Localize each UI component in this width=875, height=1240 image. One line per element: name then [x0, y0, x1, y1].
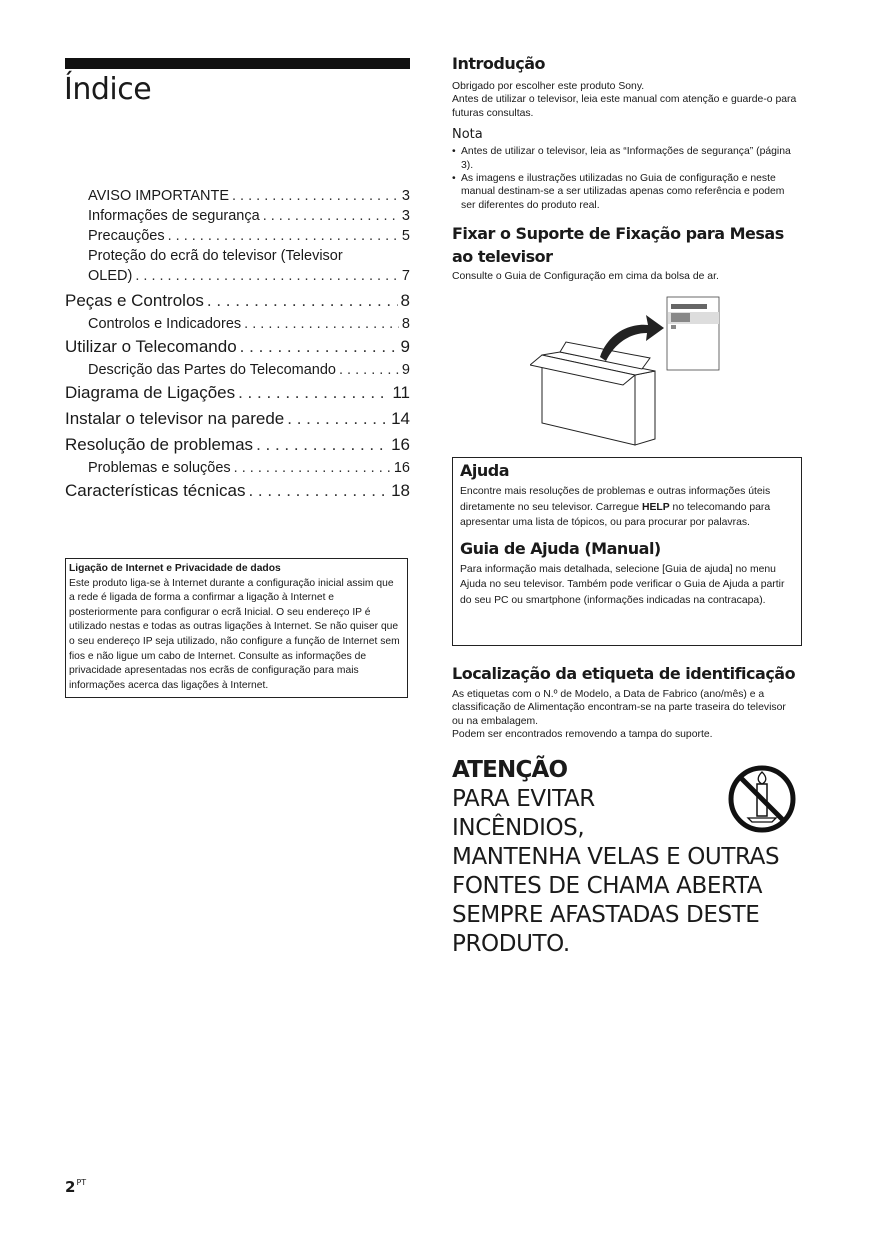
guide-image [671, 313, 690, 322]
toc-section [65, 288, 410, 334]
warning-line: SEMPRE AFASTADAS DESTE [452, 902, 760, 928]
toc-section [65, 186, 410, 286]
toc-section [65, 478, 410, 504]
intro-title: Introdução [452, 54, 545, 73]
intro-section [452, 54, 797, 212]
toc-entry[interactable]: Instalar o televisor na parede . . . 14 [65, 406, 410, 432]
guide-line [671, 304, 707, 309]
language-code: PT [76, 1178, 87, 1187]
warning-title: ATENÇÃO [452, 757, 568, 783]
toc-entry[interactable]: Descrição das Partes do Telecomando . . . 9 [65, 360, 410, 380]
index-title: Índice [64, 72, 152, 107]
toc-entry[interactable]: Resolução de problemas . . . 16 [65, 432, 410, 458]
toc-entry[interactable]: AVISO IMPORTANTE . . . 3 [65, 186, 410, 206]
privacy-notice-body: Este produto liga-se à Internet durante a configuração inicial assim que a rede é ligada de forma a confirmar a ligação à Internet e posteriormente para configurar o ecrã Inicial. O seu endereço IP é utilizado nestas e todas as outras ligações à Internet. Se não quiser que o seu endereço IP seja utilizado, não configure a função de Internet sem fios e não ligue um cabo de Internet. Consulte as informações de privacidade apresentadas nos ecrãs de configuração para mais informações acerca das ligações à Internet. [69, 577, 400, 691]
help-key: HELP [641, 501, 670, 513]
toc-entry[interactable]: Problemas e soluções . . . 16 [65, 458, 410, 478]
privacy-notice-title: Ligação de Internet e Privacidade de dados [69, 563, 281, 574]
intro-line2: Antes de utilizar o televisor, leia este manual com atenção e guarde-o para futuras consultas. [452, 94, 797, 119]
help-guide-title: Guia de Ajuda (Manual) [460, 538, 661, 558]
stand-title: Fixar o Suporte de Fixação para Mesas ao televisor [452, 224, 784, 266]
guide-mark [671, 325, 676, 329]
stand-body: Consulte o Guia de Configuração em cima da bolsa de ar. [452, 271, 719, 282]
privacy-notice-box [65, 558, 408, 698]
intro-line1: Obrigado por escolher este produto Sony. [452, 81, 645, 92]
toc-section [65, 406, 410, 432]
toc-entry[interactable]: Controlos e Indicadores . . . 8 [65, 314, 410, 334]
warning-line: PARA EVITAR [452, 786, 595, 812]
note-bullet: • As imagens e ilustrações utilizadas no Guia de configuração e neste manual destinam-se a ser utilizadas apenas como referência e podem ser diferentes do produto real. [452, 172, 797, 212]
help-title: Ajuda [460, 461, 510, 480]
toc-entry[interactable]: Peças e Controlos . . . 8 [65, 288, 410, 314]
toc-entry[interactable]: Diagrama de Ligações . . . 11 [65, 380, 410, 406]
index-header-bar [65, 58, 410, 69]
warning-line: INCÊNDIOS, [452, 815, 585, 841]
label-section [452, 664, 797, 742]
help-body: Encontre mais resoluções de problemas e outras informações úteis diretamente no seu televisor. Carregue HELP no telecomando para apresentar uma lista de tópicos, ou para procurar por palavras. [460, 486, 771, 528]
toc-entry[interactable]: Precauções . . . 5 [65, 226, 410, 246]
toc-entry-line1[interactable]: Proteção do ecrã do televisor (Televisor [88, 248, 343, 264]
warning-line: PRODUTO. [452, 931, 570, 957]
page-number: $2^{PT}$ [65, 1178, 87, 1196]
warning-line: FONTES DE CHAMA ABERTA [452, 873, 763, 899]
toc-section [65, 334, 410, 380]
toc-entry[interactable]: Utilizar o Telecomando . . . 9 [65, 334, 410, 360]
toc-entry[interactable]: OLED) . . . 7 [65, 266, 410, 286]
help-guide-body: Para informação mais detalhada, selecione [Guia de ajuda] no menu Ajuda no seu televisor. Também pode verificar o Guia de Ajuda a partir do seu PC ou smartphone (informações indicadas na contracapa). [460, 563, 785, 606]
label-body: As etiquetas com o N.º de Modelo, a Data de Fabrico (ano/mês) e a classificação de Alimentação encontram-se na parte traseira do televisor ou na embalagem. [452, 689, 786, 727]
toc-entry[interactable]: Características técnicas . . . 18 [65, 478, 410, 504]
label-body-2: Podem ser encontrados removendo a tampa do suporte. [452, 729, 713, 741]
label-title: Localização da etiqueta de identificação [452, 664, 796, 683]
no-candle-icon [726, 764, 798, 834]
note-title: Nota [452, 127, 483, 143]
toc-section [65, 432, 410, 478]
warning-line: MANTENHA VELAS E OUTRAS [452, 844, 780, 870]
toc-section [65, 380, 410, 406]
stand-section [452, 222, 797, 283]
stand-box-illustration [530, 295, 730, 447]
help-box [452, 457, 802, 646]
toc-entry[interactable]: Informações de segurança . . . 3 [65, 206, 410, 226]
note-bullet: • Antes de utilizar o televisor, leia as “Informações de segurança” (página 3). [452, 145, 797, 172]
box-side [635, 371, 655, 445]
